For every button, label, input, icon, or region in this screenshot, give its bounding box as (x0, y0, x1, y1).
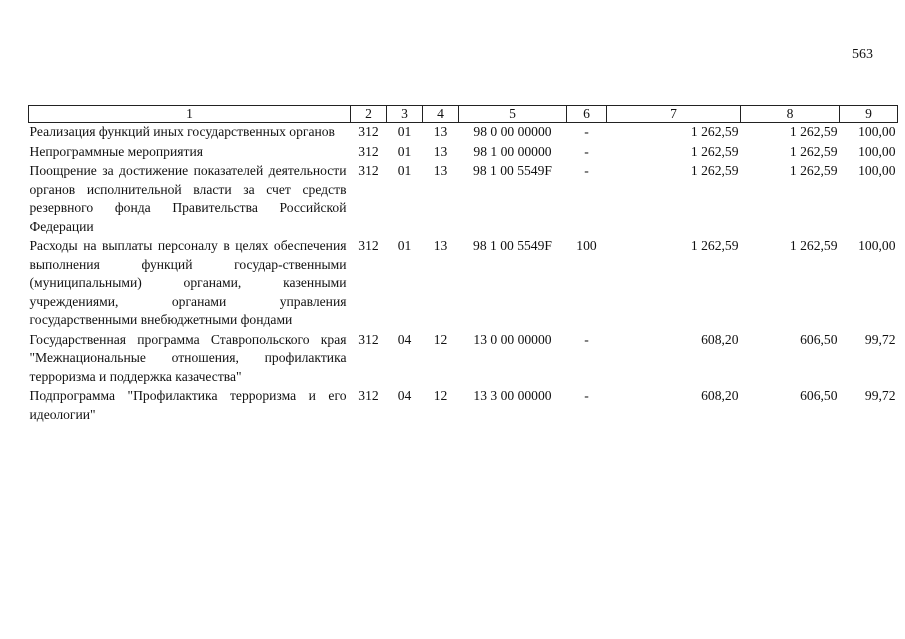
row-section: 04 (397, 388, 412, 403)
row-target-article: 98 1 00 00000 (473, 143, 552, 159)
table-row (29, 237, 898, 331)
header-cell-4: 4 (423, 106, 459, 123)
header-cell-1: 1 (29, 106, 351, 123)
row-expense-type: - (584, 124, 589, 139)
row-subsection: 12 (433, 331, 448, 347)
row-section: 01 (397, 238, 412, 253)
page-number: 563 (852, 47, 873, 62)
row-target-article: 98 1 00 5549F (473, 238, 552, 253)
row-section: 01 (397, 143, 412, 159)
row-execution-percent: 99,72 (864, 331, 896, 347)
budget-table (28, 105, 898, 425)
header-cell-8: 8 (741, 106, 840, 123)
row-planned-amount: 608,20 (701, 388, 739, 403)
row-subsection: 12 (433, 388, 448, 403)
row-target-article: 98 0 00 00000 (473, 124, 552, 139)
row-executed-amount: 1 262,59 (789, 238, 838, 253)
header-cell-5: 5 (459, 106, 567, 123)
table-row (29, 331, 898, 388)
row-name: Расходы на выплаты персоналу в целях обеспечения выполнения функций государ-ственными (муниципальными) органами, казенными учреждениями, органами управления государственными внебюджетными фондами (29, 238, 347, 327)
row-executed-amount: 1 262,59 (789, 163, 838, 178)
row-execution-percent: 100,00 (858, 163, 896, 178)
row-name: Подпрограмма "Профилактика терроризма и его идеологии" (29, 388, 347, 422)
table-row (29, 143, 898, 163)
row-executed-amount: 1 262,59 (789, 143, 838, 159)
row-name: Непрограммные мероприятия (29, 143, 203, 159)
header-cell-2: 2 (351, 106, 387, 123)
row-subsection: 13 (433, 124, 448, 139)
row-planned-amount: 1 262,59 (690, 238, 739, 253)
header-cell-9: 9 (840, 106, 898, 123)
row-executed-amount: 606,50 (800, 331, 838, 347)
row-execution-percent: 99,72 (864, 388, 896, 403)
row-executed-amount: 606,50 (800, 388, 838, 403)
row-target-article: 13 3 00 00000 (473, 388, 552, 403)
row-target-article: 13 0 00 00000 (473, 331, 552, 347)
row-expense-type: - (584, 388, 589, 403)
row-expense-type: - (584, 143, 589, 159)
row-planned-amount: 1 262,59 (690, 143, 739, 159)
row-ministry-code: 312 (358, 238, 379, 253)
header-row (29, 106, 898, 123)
row-subsection: 13 (433, 238, 448, 253)
row-section: 01 (397, 163, 412, 178)
row-execution-percent: 100,00 (858, 124, 896, 139)
row-execution-percent: 100,00 (858, 143, 896, 159)
row-expense-type: 100 (576, 238, 597, 253)
header-cell-7: 7 (607, 106, 741, 123)
table-row (29, 123, 898, 143)
row-expense-type: - (584, 331, 589, 347)
row-expense-type: - (584, 163, 589, 178)
row-ministry-code: 312 (358, 163, 379, 178)
header-cell-3: 3 (387, 106, 423, 123)
row-ministry-code: 312 (358, 388, 379, 403)
row-subsection: 13 (433, 163, 448, 178)
row-planned-amount: 608,20 (701, 331, 739, 347)
row-section: 01 (397, 124, 412, 139)
row-ministry-code: 312 (358, 124, 379, 139)
header-cell-6: 6 (567, 106, 607, 123)
row-target-article: 98 1 00 5549F (473, 163, 552, 178)
table-row (29, 162, 898, 237)
table-row (29, 387, 898, 425)
row-ministry-code: 312 (358, 331, 379, 347)
row-execution-percent: 100,00 (858, 238, 896, 253)
row-name: Реализация функций иных государственных органов (29, 124, 335, 139)
row-ministry-code: 312 (358, 143, 379, 159)
row-planned-amount: 1 262,59 (690, 163, 739, 178)
row-name: Государственная программа Ставропольского края "Межнациональные отношения, профилактика терроризма и поддержка казачества" (29, 331, 347, 384)
row-name: Поощрение за достижение показателей деятельности органов исполнительной власти за счет средств резервного фонда Правительства Российской Федерации (29, 163, 347, 234)
row-subsection: 13 (433, 143, 448, 159)
row-planned-amount: 1 262,59 (690, 124, 739, 139)
row-section: 04 (397, 331, 412, 347)
row-executed-amount: 1 262,59 (789, 124, 838, 139)
